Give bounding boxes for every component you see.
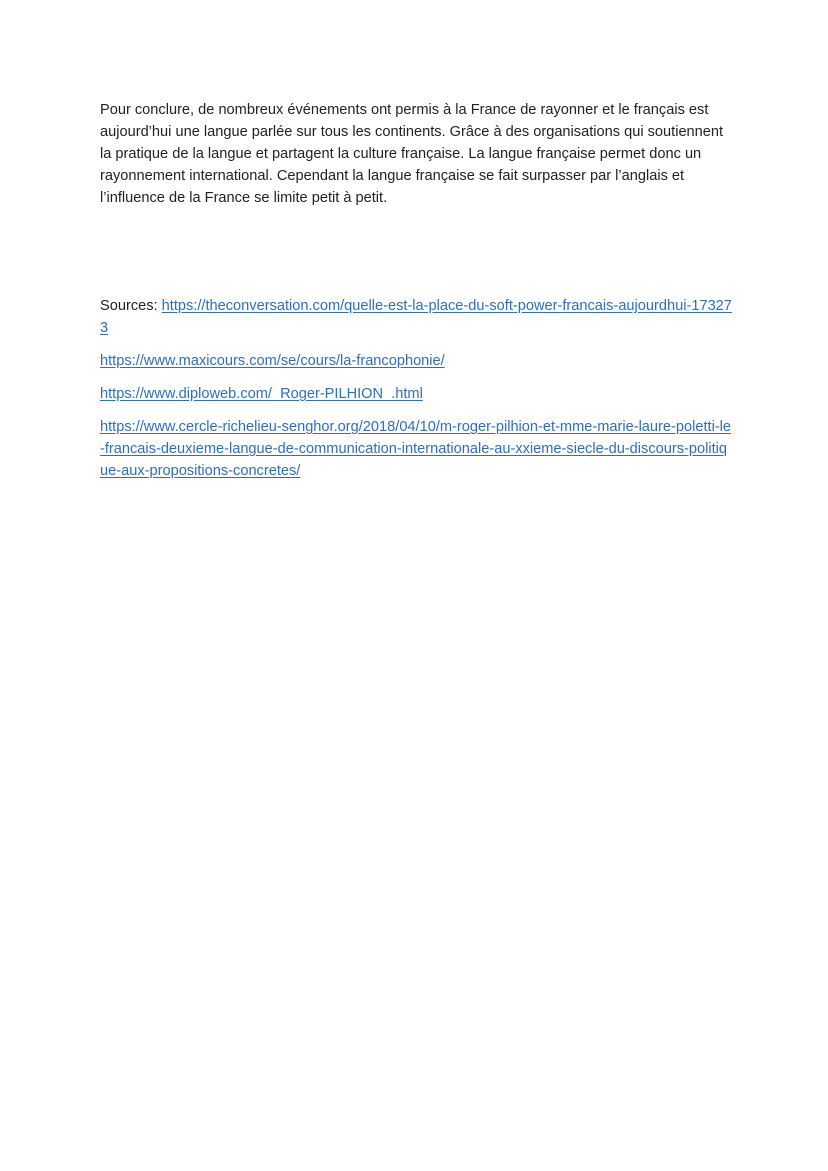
sources-section (100, 295, 732, 482)
document-body (100, 99, 732, 493)
source-entry-3 (100, 383, 732, 405)
source-entry-4 (100, 416, 732, 482)
sources-label: Sources: (100, 298, 162, 314)
conclusion-paragraph: Pour conclure, de nombreux événements ont permis à la France de rayonner et le français est aujourd’hui une langue parlée sur tous les continents. Grâce à des organisations qui soutiennent la pratique de la langue et partagent la culture française. La langue française permet donc un rayonnement international. Cependant la langue française se fait surpasser par l’anglais et l’influence de la France se limite petit à petit. (100, 102, 724, 206)
source-link-cercle-richelieu[interactable]: https://www.cercle-richelieu-senghor.org/2018/04/10/m-roger-pilhion-et-mme-marie-laure-poletti-le-francais-deuxieme-langue-de-communication-internationale-au-xxieme-siecle-du-discours-politique-aux-propositions-concretes/ (100, 419, 732, 479)
source-link-maxicours[interactable]: https://www.maxicours.com/se/cours/la-francophonie/ (100, 353, 445, 369)
source-link-diploweb[interactable]: https://www.diploweb.com/_Roger-PILHION_.html (100, 386, 423, 402)
source-entry-2 (100, 350, 732, 372)
source-entry-1 (100, 295, 732, 339)
source-link-theconversation[interactable]: https://theconversation.com/quelle-est-la-place-du-soft-power-francais-aujourdhui-173273 (100, 298, 732, 336)
